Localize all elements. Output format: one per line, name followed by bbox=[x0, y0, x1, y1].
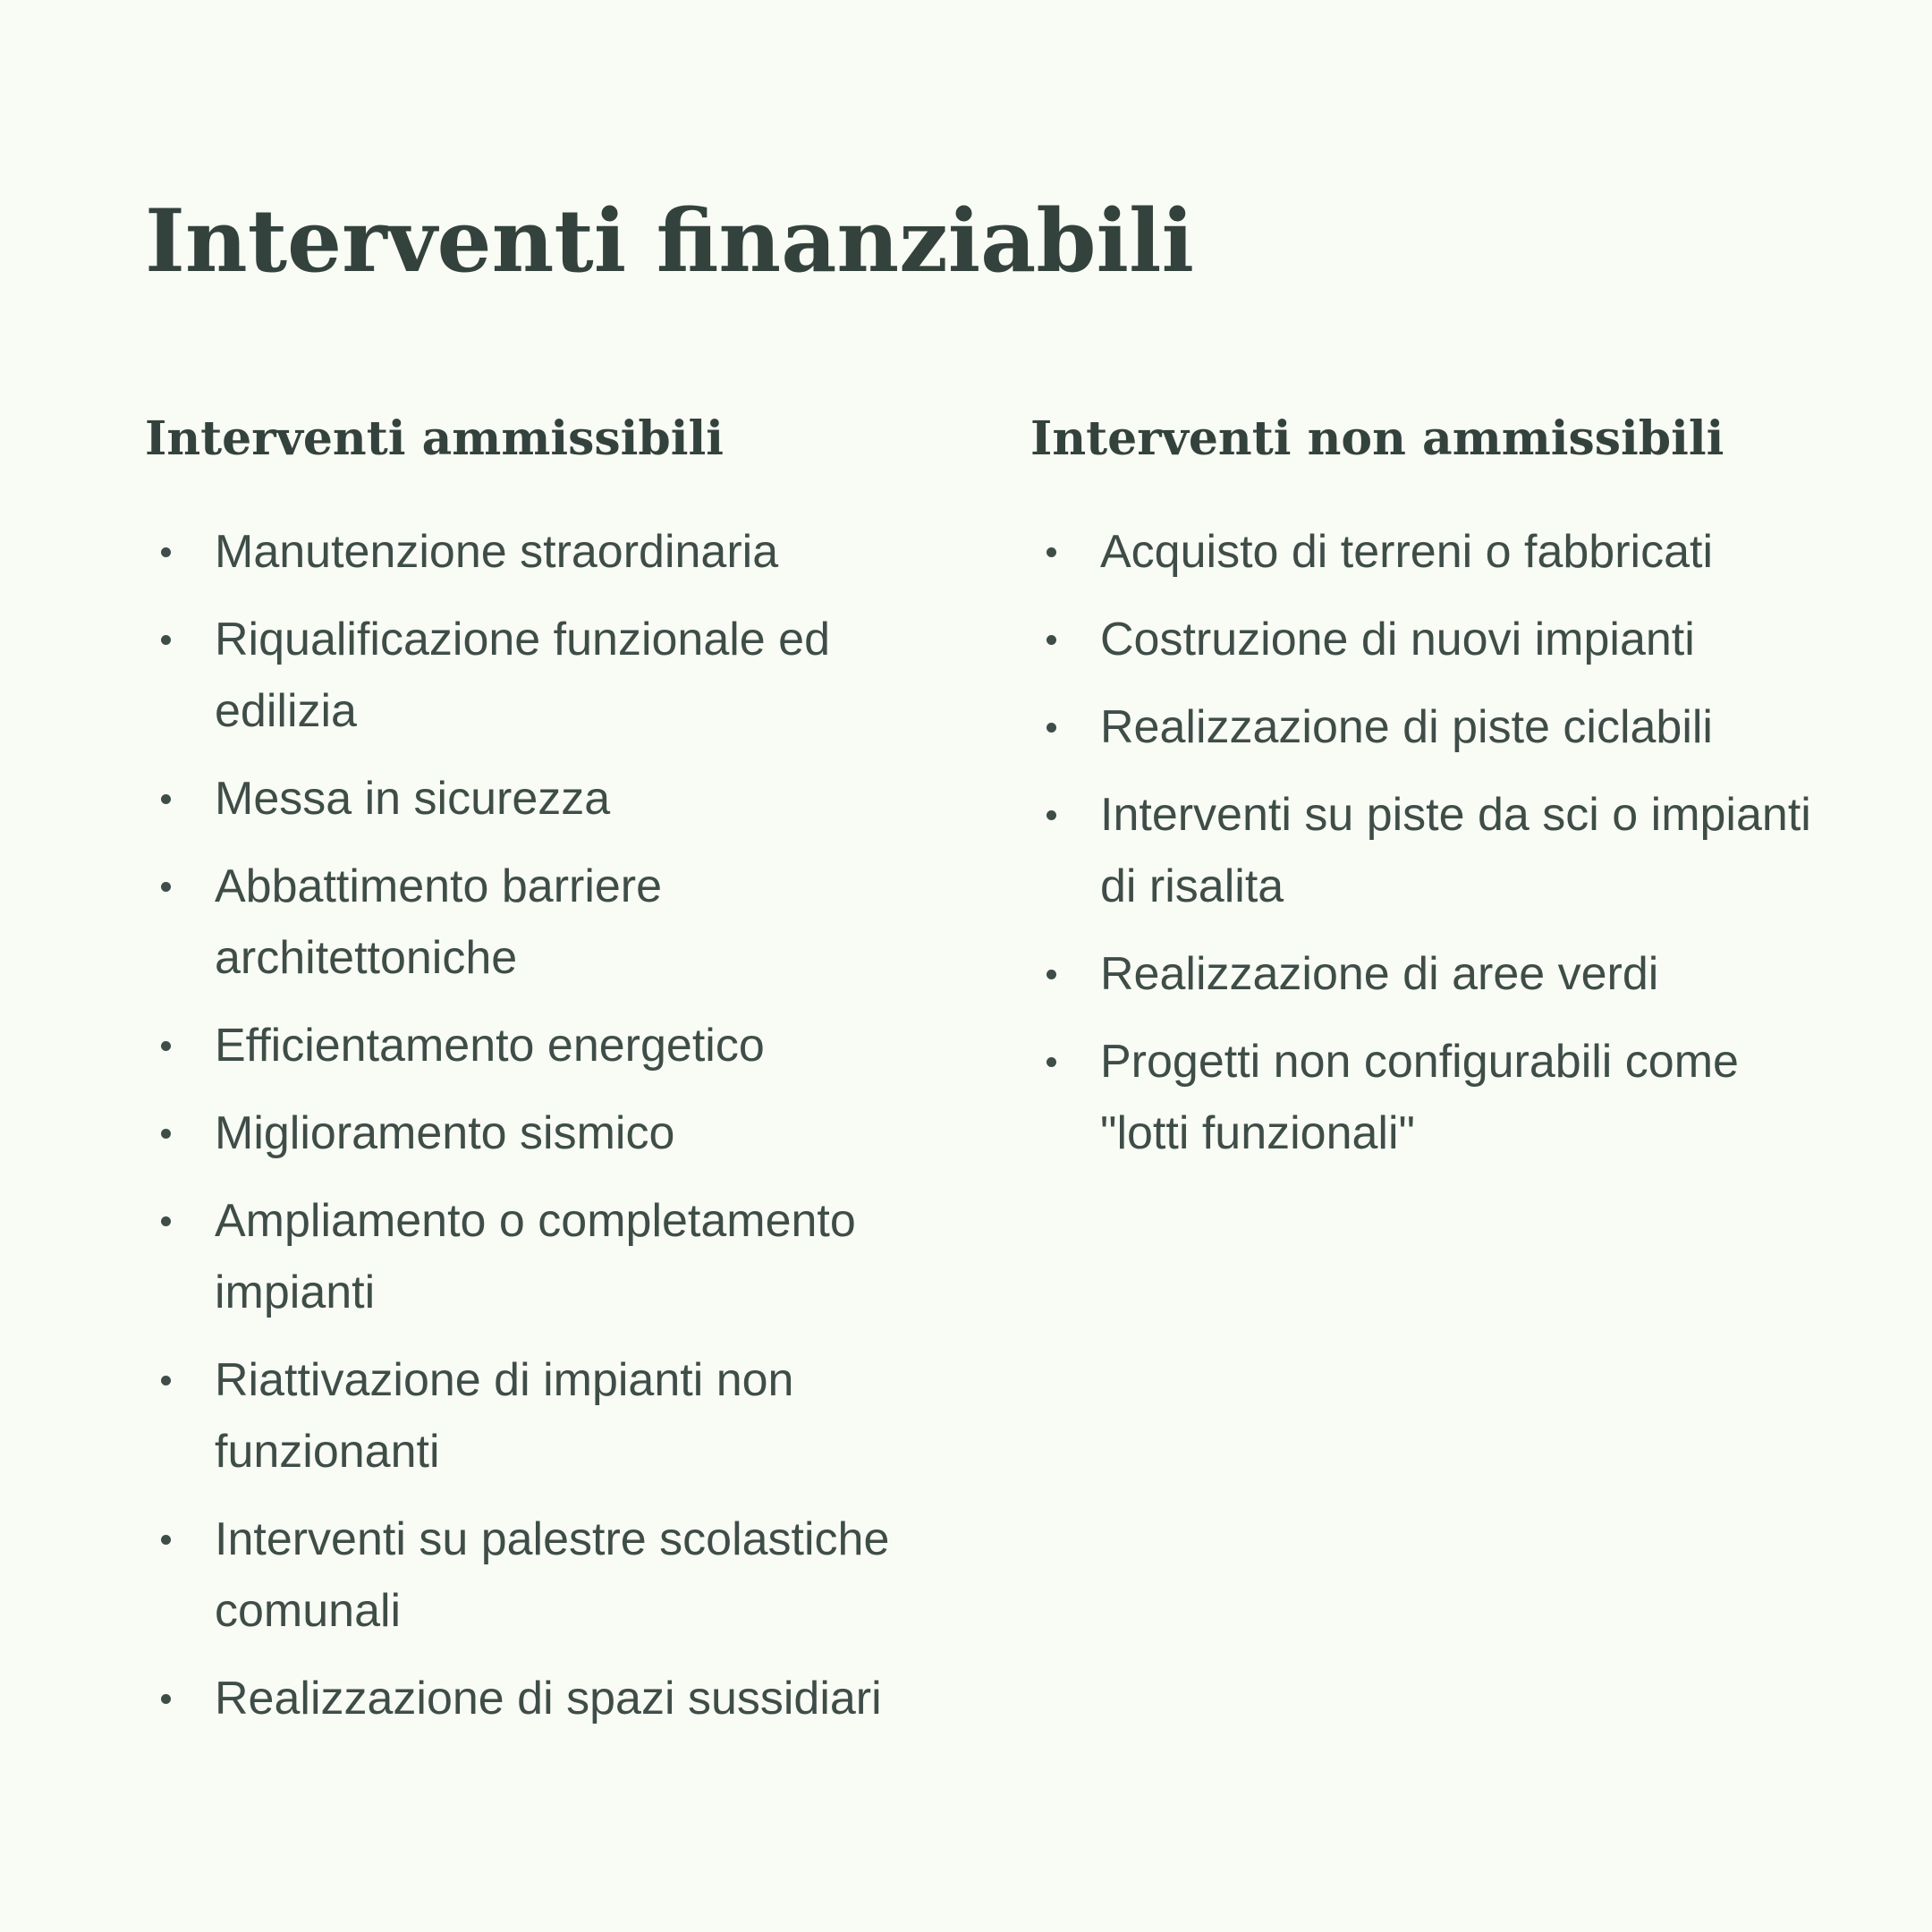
bullet-icon bbox=[161, 1216, 171, 1226]
bullet-icon bbox=[161, 1376, 171, 1385]
list-item bbox=[145, 1097, 932, 1169]
list-item-text: Ampliamento o completamento impianti bbox=[215, 1195, 856, 1318]
non-admissible-heading: Interventi non ammissibili bbox=[1030, 411, 1724, 466]
list-item-text: Realizzazione di piste ciclabili bbox=[1100, 701, 1713, 753]
bullet-icon bbox=[1046, 635, 1056, 645]
bullet-icon bbox=[1046, 810, 1056, 820]
bullet-icon bbox=[1046, 1057, 1056, 1067]
list-item-text: Efficientamento energetico bbox=[215, 1020, 765, 1072]
admissible-list bbox=[145, 516, 932, 1734]
non-admissible-column bbox=[1030, 407, 1818, 1185]
list-item bbox=[145, 763, 932, 835]
list-item bbox=[1030, 691, 1818, 763]
bullet-icon bbox=[161, 882, 171, 892]
list-item-text: Manutenzione straordinaria bbox=[215, 526, 779, 578]
list-item bbox=[1030, 779, 1818, 922]
list-item-text: Riqualificazione funzionale ed edilizia bbox=[215, 614, 831, 737]
list-item bbox=[145, 851, 932, 994]
list-item bbox=[145, 1344, 932, 1487]
list-item bbox=[145, 1504, 932, 1647]
list-item bbox=[1030, 604, 1818, 675]
bullet-icon bbox=[1046, 970, 1056, 979]
bullet-icon bbox=[161, 1535, 171, 1545]
list-item bbox=[145, 1185, 932, 1328]
list-item-text: Interventi su piste da sci o impianti di risalita bbox=[1100, 789, 1811, 912]
bullet-icon bbox=[161, 635, 171, 645]
list-item-text: Costruzione di nuovi impianti bbox=[1100, 614, 1695, 665]
page-title: Interventi finanziabili bbox=[145, 191, 1194, 292]
list-item-text: Abbattimento barriere architettoniche bbox=[215, 860, 663, 984]
list-item bbox=[1030, 938, 1818, 1010]
list-item-text: Interventi su palestre scolastiche comunali bbox=[215, 1513, 890, 1637]
bullet-icon bbox=[1046, 723, 1056, 733]
list-item bbox=[1030, 516, 1818, 588]
list-item bbox=[145, 1663, 932, 1734]
bullet-icon bbox=[161, 1129, 171, 1139]
admissible-heading: Interventi ammissibili bbox=[145, 411, 724, 466]
list-item-text: Realizzazione di spazi sussidiari bbox=[215, 1673, 882, 1724]
list-item bbox=[145, 516, 932, 588]
list-item-text: Progetti non configurabili come "lotti funzionali" bbox=[1100, 1036, 1739, 1159]
bullet-icon bbox=[161, 547, 171, 557]
bullet-icon bbox=[1046, 547, 1056, 557]
list-item-text: Acquisto di terreni o fabbricati bbox=[1100, 526, 1714, 578]
list-item bbox=[145, 1010, 932, 1081]
list-item-text: Messa in sicurezza bbox=[215, 773, 611, 825]
bullet-icon bbox=[161, 1041, 171, 1051]
list-item bbox=[1030, 1026, 1818, 1169]
list-item-text: Realizzazione di aree verdi bbox=[1100, 948, 1659, 1000]
bullet-icon bbox=[161, 794, 171, 804]
bullet-icon bbox=[161, 1694, 171, 1704]
non-admissible-list bbox=[1030, 516, 1818, 1169]
list-item-text: Miglioramento sismico bbox=[215, 1107, 675, 1159]
admissible-column bbox=[145, 407, 932, 1750]
list-item-text: Riattivazione di impianti non funzionanti bbox=[215, 1354, 794, 1478]
list-item bbox=[145, 604, 932, 747]
